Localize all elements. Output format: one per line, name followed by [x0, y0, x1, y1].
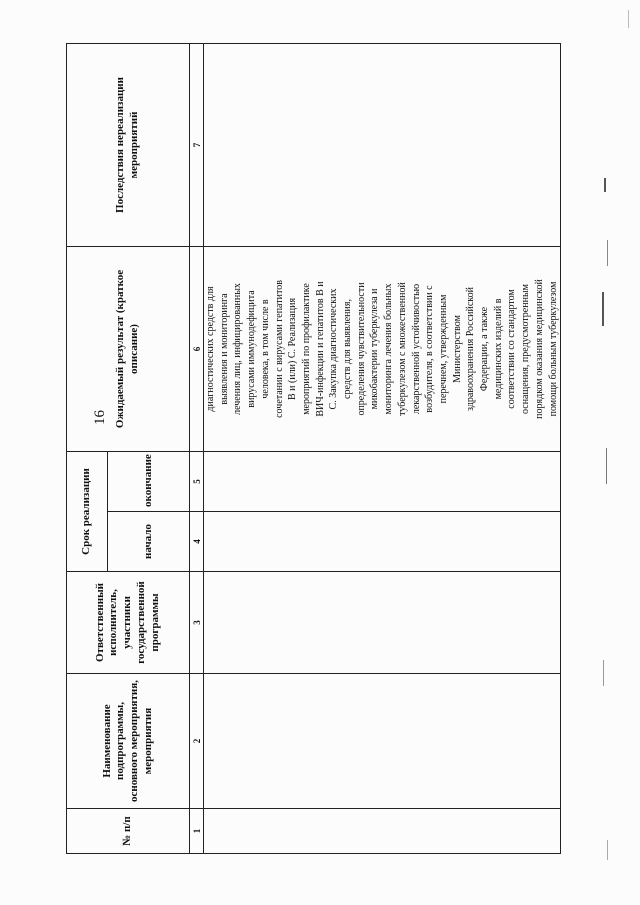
- scan-artifact: [606, 448, 607, 484]
- header-executor: Ответственный исполнитель, участники государственной программы: [67, 572, 190, 674]
- measures-table: [66, 43, 561, 854]
- column-number: 4: [190, 512, 204, 572]
- header-name: Наименование подпрограммы, основного мероприятия, мероприятия: [67, 674, 190, 809]
- scan-artifact: [603, 660, 604, 686]
- scan-artifact: [602, 292, 604, 326]
- header-period: Срок реализации: [67, 451, 108, 571]
- header-consequences: Последствия нереализации мероприятий: [67, 43, 190, 246]
- measures-table-container: [66, 44, 559, 854]
- cell-executor: [204, 572, 561, 674]
- cell-end: [204, 451, 561, 511]
- scan-artifact: [607, 240, 608, 266]
- column-number: 7: [190, 43, 204, 246]
- cell-result: диагностических средств для выявления и мониторинга лечения лиц, инфицированных вирусами иммунодефицита человека, в том числе в сочетании с вирусами гепатитов В и (или) С. Реализация мероприятий по профилактике ВИЧ-инфекции и гепатитов В и С. Закупка диагностических средств для выявления, определения чувствительности микобактерии туберкулеза и мониторинга лечения больных туберкулезом с множественной лекарственной устойчивостью возбудителя, в соответствии с перечнем, утвержденным Министерством здравоохранения Российской Федерации, а также медицинских изделий в соответствии со стандартом оснащения, предусмотренным порядком оказания медицинской помощи больным туберкулезом: [204, 246, 561, 451]
- column-number: 1: [190, 809, 204, 854]
- header-number: № п/п: [67, 809, 190, 854]
- page-number: 16: [92, 410, 108, 425]
- column-number: 3: [190, 572, 204, 674]
- scan-artifact: [628, 10, 629, 28]
- column-number: 2: [190, 674, 204, 809]
- header-end: окончание: [108, 451, 190, 511]
- header-start: начало: [108, 512, 190, 572]
- cell-start: [204, 512, 561, 572]
- column-number: 5: [190, 451, 204, 511]
- measures-table-rotated: [66, 44, 559, 854]
- scan-artifact: [607, 840, 608, 860]
- scan-artifact: [604, 178, 606, 192]
- column-number: 6: [190, 246, 204, 451]
- cell-consequences: [204, 43, 561, 246]
- cell-number: [204, 809, 561, 854]
- cell-name: [204, 674, 561, 809]
- header-result: Ожидаемый результат (краткое описание): [67, 246, 190, 451]
